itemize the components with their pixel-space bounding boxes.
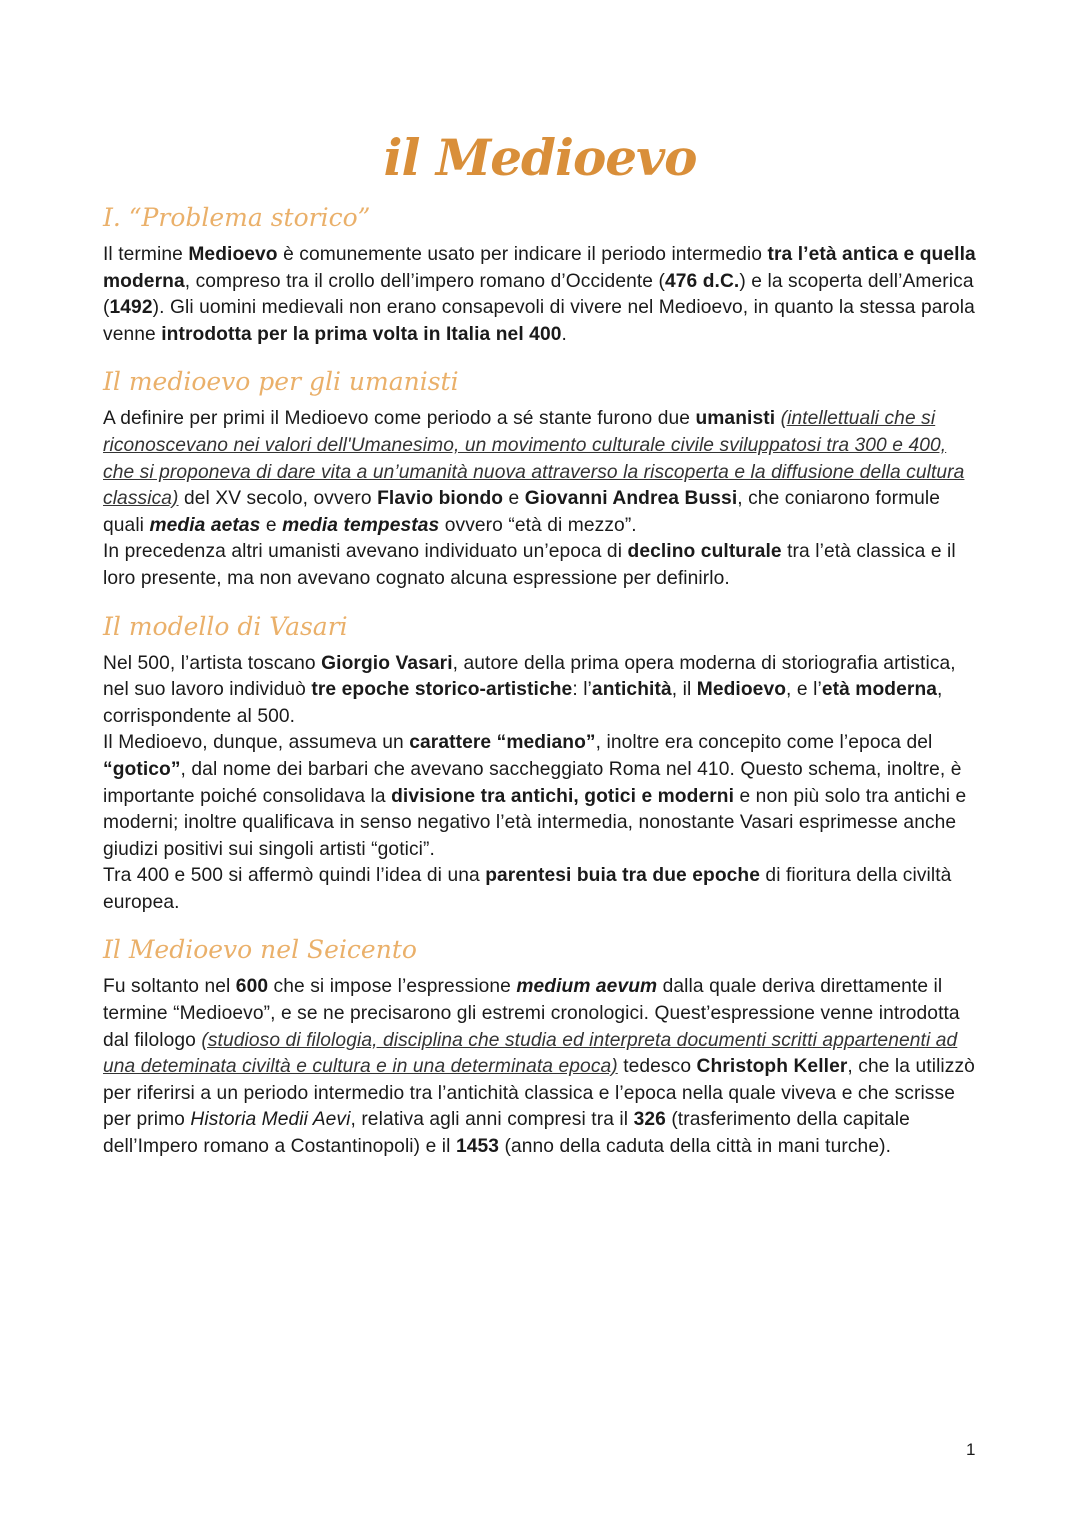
text-run: , e l’ — [786, 679, 822, 701]
text-run: , relativa agli anni compresi tra il — [350, 1109, 634, 1131]
text-run: , il — [671, 679, 697, 701]
text-run: . — [561, 323, 567, 345]
emphasis-text: umanisti — [695, 408, 776, 430]
text-run: ovvero “età di mezzo”. — [439, 514, 637, 536]
text-run: , inoltre era concepito come l’epoca del — [595, 732, 933, 754]
paragraph — [103, 730, 978, 863]
emphasis-text: antichità — [591, 679, 672, 701]
section — [103, 198, 978, 348]
text-run: e non più solo tra antichi e moderni; inoltre qualificava in senso negativo l’età intermedia, nonostante Vasari esprimesse anche giudizi positivi sui singoli artisti “gotici”. — [103, 785, 967, 860]
emphasis-text: carattere “mediano” — [409, 732, 596, 754]
emphasis-text: 600 — [235, 976, 269, 998]
document-body — [103, 198, 978, 1175]
text-run: (trasferimento della capitale dell’Impero romano a Costantinopoli) e il — [103, 1109, 910, 1158]
emphasis-text: età moderna — [821, 679, 938, 701]
emphasis-text: media tempestas — [282, 514, 440, 536]
text-run: , autore della prima opera moderna di storiografia artistica, nel suo lavoro individuò — [103, 652, 956, 701]
text-run: Fu soltanto nel — [103, 976, 236, 998]
emphasis-text: 326 — [633, 1109, 666, 1131]
emphasis-text: Christoph Keller — [696, 1056, 848, 1078]
text-run: tedesco — [617, 1056, 697, 1078]
underlined-note: (studioso di filologia, disciplina che studia ed interpreta documenti scritti appartenenti ad una deteminata civiltà e cultura e in una determinata epoca) — [103, 1029, 958, 1078]
emphasis-text: media aetas — [149, 514, 261, 536]
text-run: , che la utilizzò per riferirsi a un periodo intermedio tra l’antichità classica e l’epoca nella quale viveva e che scrisse per primo — [103, 1056, 975, 1131]
paragraph — [103, 651, 978, 731]
paragraph — [103, 406, 978, 539]
paragraph — [103, 863, 978, 916]
text-run: Nel 500, l’artista toscano — [103, 652, 322, 674]
text-run: , corrispondente al 500. — [103, 679, 943, 727]
section-heading: Il modello di Vasari — [103, 611, 348, 641]
paragraph — [103, 974, 978, 1160]
paragraph — [103, 242, 978, 348]
text-run: Il Medioevo, dunque, assumeva un — [103, 732, 410, 754]
emphasis-text: parentesi buia tra due epoche — [485, 865, 760, 887]
emphasis-text: Giovanni Andrea Bussi — [524, 488, 738, 510]
emphasis-text: Medioevo — [188, 244, 278, 265]
text-run: , dal nome dei barbari che avevano saccheggiato Roma nel 410. Questo schema, inoltre, è importante poiché consolidava la — [103, 758, 962, 807]
emphasis-text: 1453 — [455, 1136, 500, 1158]
text-run: e — [503, 488, 525, 510]
text-run: (anno della caduta della città in mani turche). — [499, 1136, 892, 1158]
underlined-note: (intellettuali che si riconoscevano nei valori dell'Umanesimo, un movimento culturale civile sviluppatosi tra 300 e 400, che si proponeva di dare vita a un’umanità nuova attraverso la riscoperta e la diffusione della cultura classica) — [103, 408, 965, 510]
text-run: In precedenza altri umanisti avevano individuato un’epoca di — [103, 541, 628, 563]
emphasis-text: Giorgio Vasari — [321, 652, 453, 674]
paragraph — [103, 539, 978, 592]
text-run: tra l’età classica e il loro presente, ma non avevano cognato alcuna espressione per definirlo. — [103, 541, 956, 589]
section-heading: I. “Problema storico” — [103, 203, 371, 232]
section — [103, 607, 978, 917]
document-title: il Medioevo — [383, 128, 697, 187]
text-run: che si impose l’espressione — [268, 976, 517, 998]
text-run: Il termine — [103, 244, 189, 265]
emphasis-text: 1492 — [109, 297, 153, 319]
emphasis-text: divisione tra antichi, gotici e moderni — [391, 785, 735, 807]
text-run: ) e la scoperta dell’America ( — [103, 270, 974, 319]
section-heading: Il medioevo per gli umanisti — [103, 367, 459, 397]
text-run: e — [260, 514, 283, 536]
emphasis-text: medium aevum — [516, 976, 658, 998]
text-run: ). Gli uomini medievali non erano consapevoli di vivere nel Medioevo, in quanto la stessa parola venne — [103, 297, 975, 345]
text-run: del XV secolo, ovvero — [178, 488, 378, 510]
text-run: di fioritura della civiltà europea. — [103, 865, 952, 913]
emphasis-text: Flavio biondo — [377, 488, 504, 510]
page-number: 1 — [966, 1440, 976, 1459]
emphasis-text: declino culturale — [627, 541, 782, 563]
emphasis-text: tra l’età antica e quella moderna — [103, 244, 976, 292]
emphasis-text: Historia Medii Aevi — [190, 1109, 351, 1131]
emphasis-text: tre epoche storico-artistiche — [311, 679, 573, 701]
emphasis-text: 476 d.C. — [664, 270, 740, 292]
text-run: , che coniarono formule quali — [103, 488, 941, 536]
text-run: , compreso tra il crollo dell’impero romano d’Occidente ( — [184, 270, 665, 292]
emphasis-text: “gotico” — [103, 758, 181, 780]
emphasis-text: Medioevo — [696, 679, 787, 701]
text-run: è comunemente usato per indicare il periodo intermedio — [277, 244, 768, 265]
text-run: dalla quale deriva direttamente il termine “Medioevo”, e se ne precisarono gli estremi cronologici. Quest’espressione venne introdotta dal filologo — [103, 976, 960, 1051]
section-heading: Il Medioevo nel Seicento — [103, 935, 417, 965]
section — [103, 930, 978, 1160]
text-run: : l’ — [572, 679, 592, 701]
emphasis-text: introdotta per la prima volta in Italia nel 400 — [161, 323, 562, 345]
text-run: A definire per primi il Medioevo come periodo a sé stante furono due — [103, 408, 696, 430]
section — [103, 362, 978, 592]
text-run: Tra 400 e 500 si affermò quindi l’idea di una — [103, 865, 486, 887]
